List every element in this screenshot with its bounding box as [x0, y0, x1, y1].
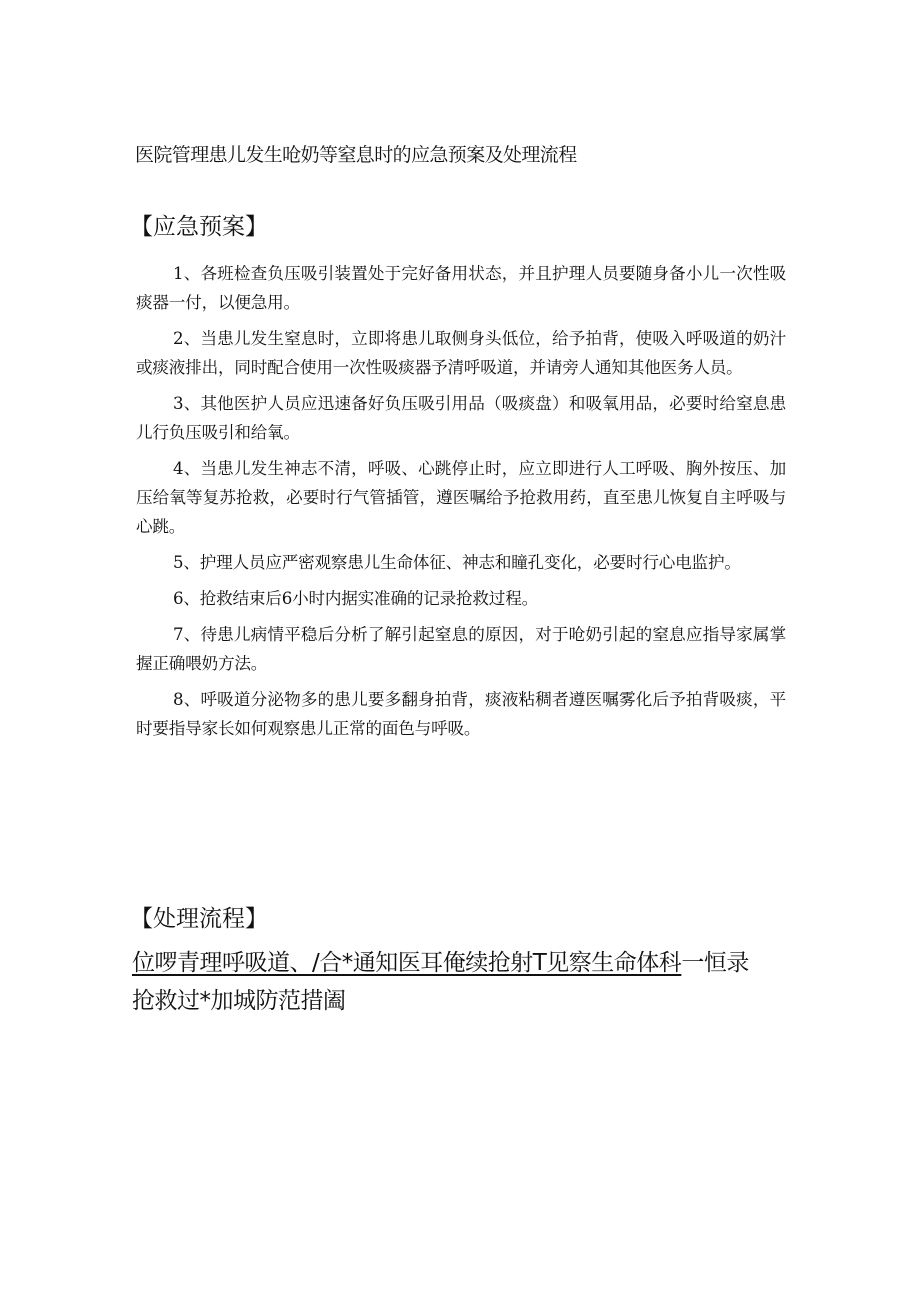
plan-item-3: 3、其他医护人员应迅速备好负压吸引用品（吸痰盘）和吸氧用品，必要时给窒息患儿行负压吸引和给氧。 [136, 394, 786, 442]
plan-item-2: 2、当患儿发生窒息时，立即将患儿取侧身头低位，给予拍背，使吸入呼吸道的奶汁或痰液排出，同时配合使用一次性吸痰器予清呼吸道，并请旁人通知其他医务人员。 [136, 329, 786, 377]
plan-item-4: 4、当患儿发生神志不清，呼吸、心跳停止时，应立即进行人工呼吸、胸外按压、加压给氧等复苏抢救，必要时行气管插管，遵医嘱给予抢救用药，直至患儿恢复自主呼吸与心跳。 [136, 459, 786, 536]
plan-item-8: 8、呼吸道分泌物多的患儿要多翻身拍背，痰液粘稠者遵医嘱雾化后予拍背吸痰，平时要指导家长如何观察患儿正常的面色与呼吸。 [136, 690, 786, 738]
document-title: 医院管理患儿发生呛奶等窒息时的应急预案及处理流程 [135, 144, 577, 166]
process-flow-line-2: 抢救过*加城防范措阖 [132, 988, 346, 1014]
emergency-plan-list [136, 259, 786, 750]
process-flow-line-1-rest: 一恒录 [681, 950, 749, 976]
process-flow-text [132, 944, 782, 1020]
plan-item-1: 1、各班检查负压吸引装置处于完好备用状态，并且护理人员要随身备小儿一次性吸痰器一付，以便急用。 [136, 264, 786, 312]
process-flow-line-1 [132, 944, 782, 982]
process-flow-underlined-segment: 位啰青理呼吸道、/合*通知医耳俺续抢射T见察生命体科 [132, 950, 682, 976]
section-heading-emergency-plan: 【应急预案】 [130, 214, 268, 240]
plan-item-6: 6、抢救结束后6小时内据实准确的记录抢救过程。 [173, 589, 538, 608]
section-heading-process-flow: 【处理流程】 [130, 906, 268, 932]
plan-item-5: 5、护理人员应严密观察患儿生命体征、神志和瞳孔变化，必要时行心电监护。 [173, 553, 741, 572]
plan-item-7: 7、待患儿病情平稳后分析了解引起窒息的原因，对于呛奶引起的窒息应指导家属掌握正确喂奶方法。 [136, 625, 786, 673]
